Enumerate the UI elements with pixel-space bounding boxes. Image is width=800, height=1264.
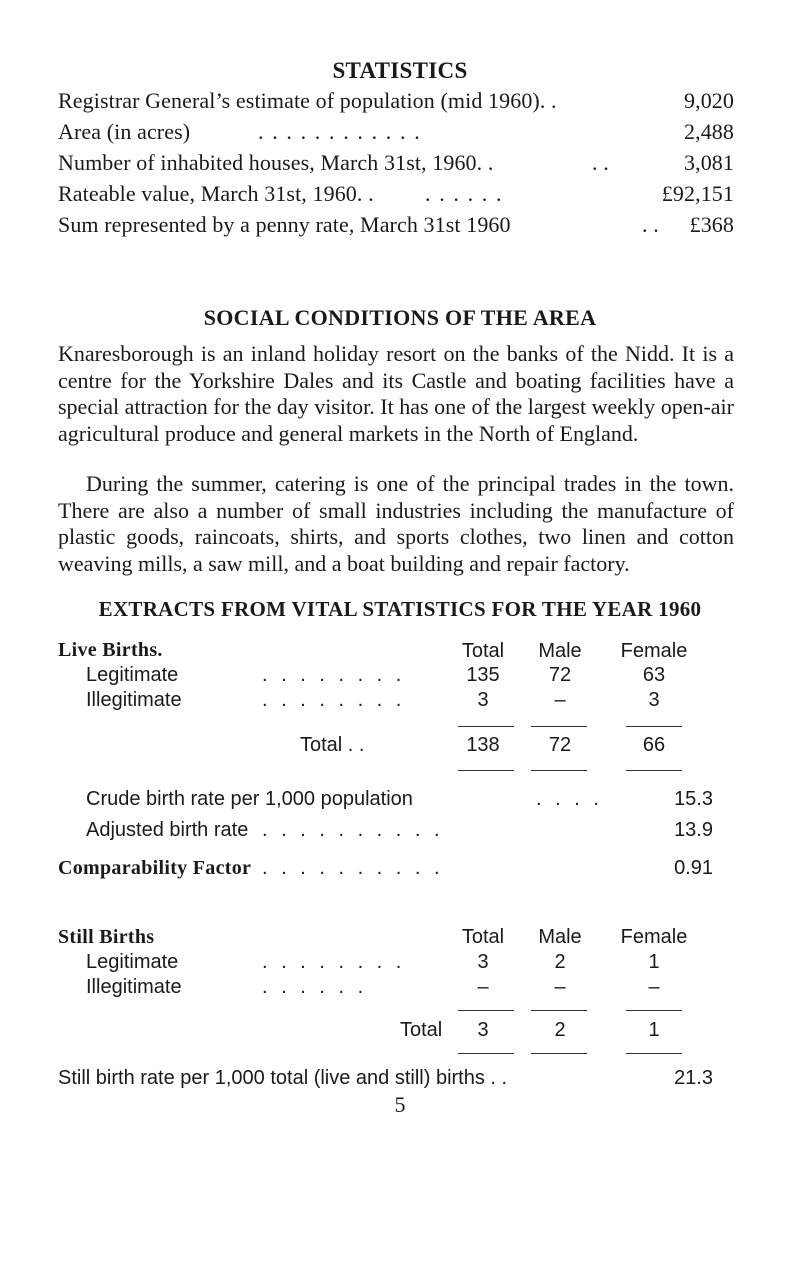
stat-label: Area (in acres) bbox=[58, 119, 191, 144]
rule bbox=[626, 726, 682, 727]
column-header-female: Female bbox=[620, 926, 688, 948]
stat-value: £92,151 bbox=[661, 181, 734, 206]
cell-female: 1 bbox=[648, 951, 660, 973]
rule bbox=[531, 726, 587, 727]
stat-label: Sum represented by a penny rate, March 31st 1960 bbox=[58, 212, 511, 237]
column-header-total: Total bbox=[461, 926, 505, 948]
rule bbox=[531, 770, 587, 771]
cell-male: – bbox=[554, 689, 566, 711]
rule bbox=[626, 770, 682, 771]
cell-total: 3 bbox=[477, 689, 489, 711]
rate-label: Crude birth rate per 1,000 population bbox=[86, 788, 413, 810]
stat-value: £368 bbox=[689, 212, 734, 237]
stat-value: 9,020 bbox=[684, 88, 734, 113]
leader-dots: . . . . bbox=[536, 788, 599, 810]
stat-value: 3,081 bbox=[684, 150, 734, 175]
comparability-value: 0.91 bbox=[674, 857, 713, 879]
rule bbox=[458, 726, 514, 727]
rule bbox=[458, 770, 514, 771]
leader-dots: . . . . . . bbox=[425, 181, 502, 206]
comparability-label: Comparability Factor bbox=[58, 857, 252, 879]
still-births-label: Still Births bbox=[58, 926, 155, 948]
cell-total: 138 bbox=[466, 734, 500, 756]
table-row-label: Illegitimate bbox=[86, 976, 182, 998]
stat-value: 2,488 bbox=[684, 119, 734, 144]
column-header-male: Male bbox=[538, 640, 582, 662]
cell-female: 66 bbox=[642, 734, 666, 756]
still-birth-rate-label: Still birth rate per 1,000 total (live and still) births . . bbox=[58, 1067, 508, 1089]
rule bbox=[458, 1010, 514, 1011]
cell-male: 72 bbox=[548, 664, 572, 686]
rate-value: 13.9 bbox=[674, 819, 713, 841]
leader-dots: . . . . . . . . bbox=[262, 689, 402, 711]
cell-male: 72 bbox=[548, 734, 572, 756]
cell-female: 63 bbox=[642, 664, 666, 686]
rule bbox=[626, 1010, 682, 1011]
leader-dots: . . . . . . . . . . . . bbox=[258, 119, 420, 144]
column-header-female: Female bbox=[620, 640, 688, 662]
cell-female: 1 bbox=[648, 1019, 660, 1041]
rule bbox=[531, 1010, 587, 1011]
stat-label: Rateable value, March 31st, 1960. . bbox=[58, 181, 374, 206]
still-birth-rate-value: 21.3 bbox=[674, 1067, 713, 1089]
page-title: STATISTICS bbox=[332, 58, 468, 83]
cell-total: 3 bbox=[477, 1019, 489, 1041]
column-header-male: Male bbox=[538, 926, 582, 948]
total-row-label: Total bbox=[400, 1019, 443, 1041]
cell-female: – bbox=[648, 976, 660, 998]
rate-value: 15.3 bbox=[674, 788, 713, 810]
cell-male: 2 bbox=[554, 1019, 566, 1041]
cell-male: 2 bbox=[554, 951, 566, 973]
total-row-label: Total . . bbox=[300, 734, 365, 756]
leader-dots: . . bbox=[592, 150, 609, 175]
leader-dots: . . . . . . bbox=[262, 976, 364, 998]
section-heading-vital: EXTRACTS FROM VITAL STATISTICS FOR THE YEAR 1960 bbox=[98, 597, 702, 621]
table-row-label: Legitimate bbox=[86, 951, 179, 973]
stat-label: Number of inhabited houses, March 31st, 1960. . bbox=[58, 150, 494, 175]
stat-label: Registrar General’s estimate of population (mid 1960). . bbox=[58, 88, 557, 113]
live-births-label: Live Births. bbox=[58, 639, 163, 661]
leader-dots: . . bbox=[642, 212, 659, 237]
paragraph-trades: During the summer, catering is one of the principal trades in the town. There are also a number of small industries including the manufacture of plastic goods, raincoats, shirts, and sports clothes, two linen and cotton weaving mills, a saw mill, and a boat building and repair factory. bbox=[58, 471, 734, 576]
leader-dots: . . . . . . . . . . bbox=[262, 857, 440, 879]
leader-dots: . . . . . . . . bbox=[262, 664, 402, 686]
page-number: 5 bbox=[394, 1092, 406, 1117]
leader-dots: . . . . . . . . . . bbox=[262, 819, 440, 841]
cell-female: 3 bbox=[648, 689, 660, 711]
paragraph-intro: Knaresborough is an inland holiday resort on the banks of the Nidd. It is a centre for the Yorkshire Dales and its Castle and boating facilities have a special attraction for the day visitor. It has one of the largest weekly open-air agricultural produce and general markets in the North of England. bbox=[58, 341, 734, 446]
table-row-label: Legitimate bbox=[86, 664, 179, 686]
column-header-total: Total bbox=[461, 640, 505, 662]
leader-dots: . . . . . . . . bbox=[262, 951, 402, 973]
cell-total: 135 bbox=[466, 664, 500, 686]
cell-total: 3 bbox=[477, 951, 489, 973]
rate-label: Adjusted birth rate bbox=[86, 819, 249, 841]
cell-total: – bbox=[477, 976, 489, 998]
rule bbox=[458, 1053, 514, 1054]
rule bbox=[626, 1053, 682, 1054]
rule bbox=[531, 1053, 587, 1054]
cell-male: – bbox=[554, 976, 566, 998]
section-heading-social: SOCIAL CONDITIONS OF THE AREA bbox=[203, 305, 597, 330]
table-row-label: Illegitimate bbox=[86, 689, 182, 711]
